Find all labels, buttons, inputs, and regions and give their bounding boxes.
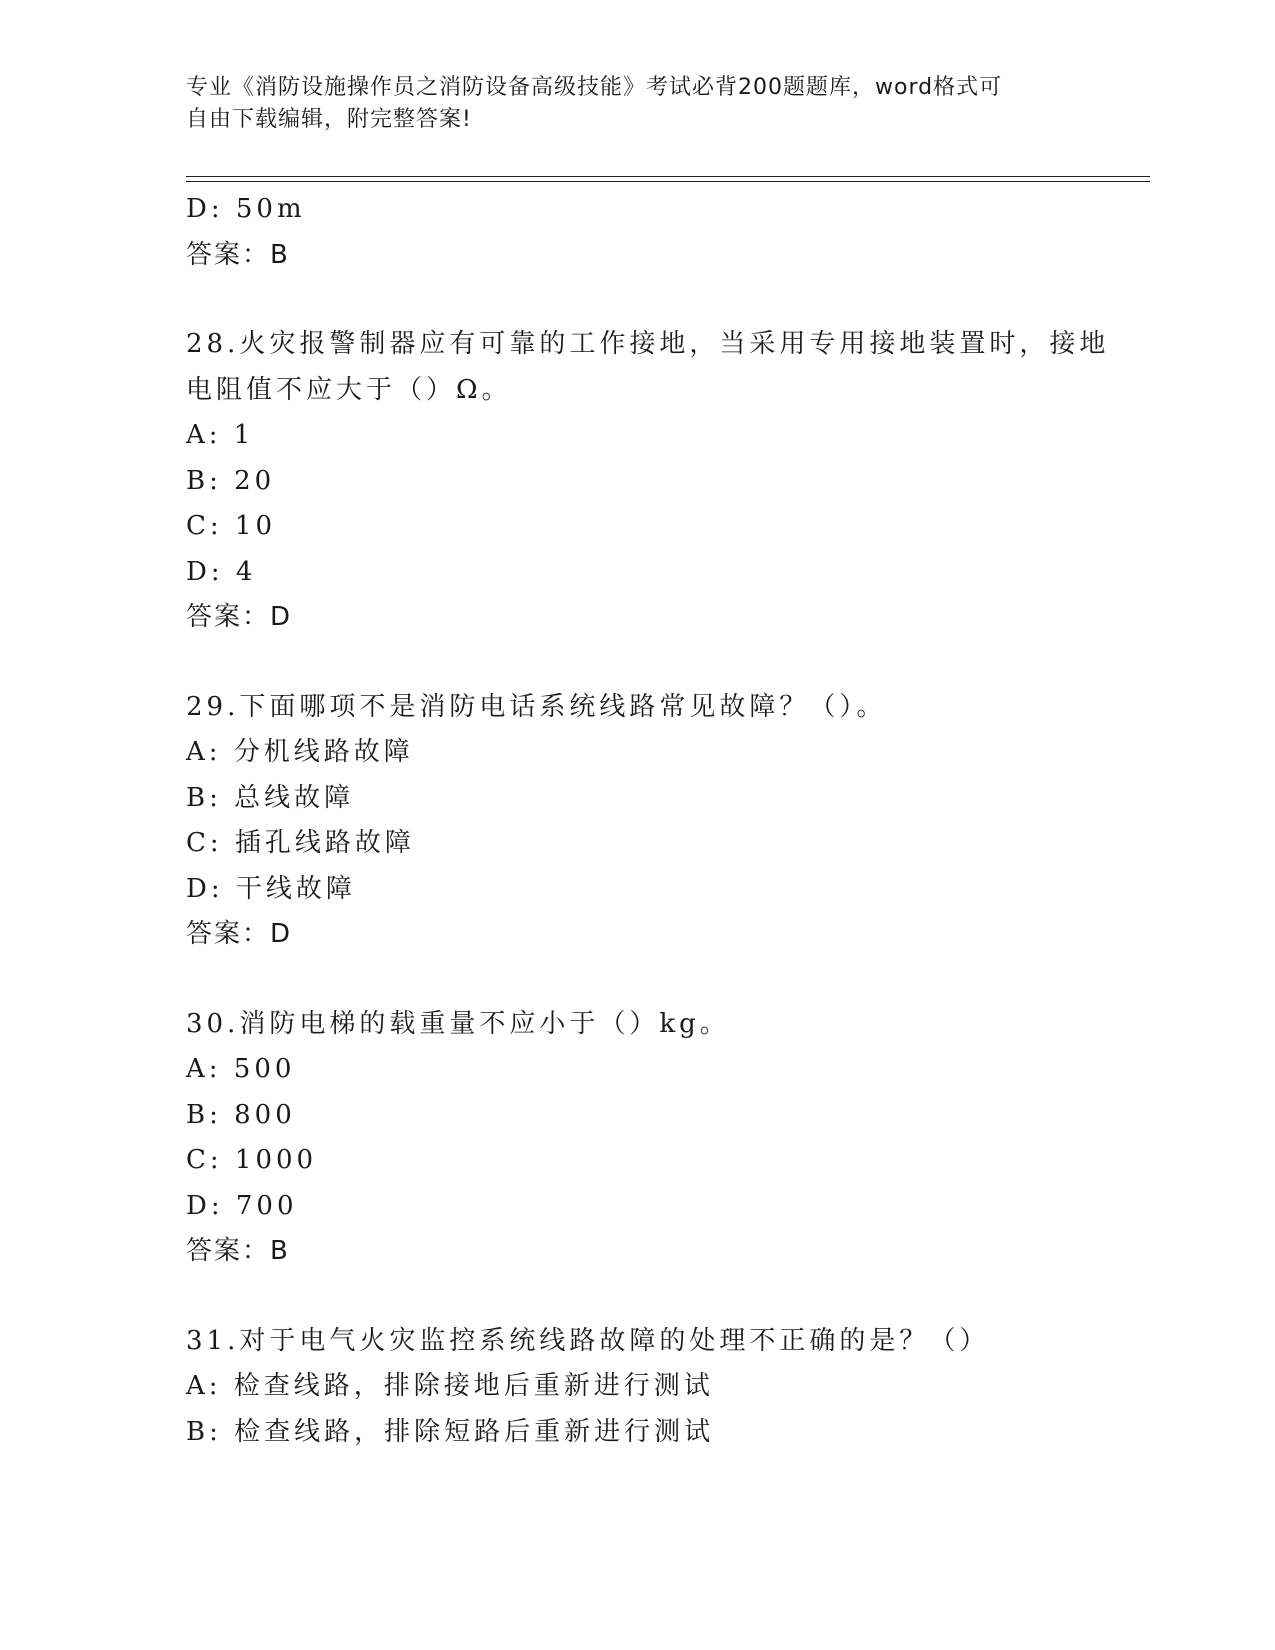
option-a: A: 检查线路，排除接地后重新进行测试	[186, 1371, 714, 1401]
option-b: B: 800	[186, 1099, 296, 1130]
option-a: A: 1	[186, 420, 255, 450]
option-c: C: 1000	[186, 1145, 318, 1175]
header-line-2: 自由下载编辑，附完整答案!	[186, 107, 472, 132]
question-text-line-1: 30.消防电梯的载重量不应小于（）kg。	[186, 1008, 730, 1039]
option-b: B: 20	[186, 465, 276, 496]
option-b: B: 总线故障	[186, 782, 355, 813]
question-31	[186, 1319, 1086, 1456]
header-line-1: 专业《消防设施操作员之消防设备高级技能》考试必背200题题库，word格式可	[186, 75, 1003, 100]
question-27-tail	[186, 187, 1086, 278]
option-d: D: 50m	[186, 194, 306, 224]
question-text-line-1: 31.对于电气火灾监控系统线路故障的处理不正确的是？（）	[186, 1325, 990, 1356]
header-rule-bottom	[186, 181, 1150, 182]
option-c: C: 10	[186, 511, 277, 541]
option-d: D: 4	[186, 556, 257, 587]
answer-line: 答案：D	[186, 919, 293, 949]
header-rule-top	[186, 176, 1150, 177]
question-text-line-1: 28.火灾报警制器应有可靠的工作接地，当采用专用接地装置时，接地	[186, 329, 1110, 359]
option-c: C: 插孔线路故障	[186, 828, 415, 858]
answer-line: 答案：B	[186, 1236, 290, 1266]
option-a: A: 500	[186, 1054, 296, 1084]
document-header	[186, 72, 1066, 136]
question-28	[186, 322, 1110, 641]
option-b: B: 检查线路，排除短路后重新进行测试	[186, 1416, 715, 1447]
answer-line: 答案：B	[186, 239, 290, 270]
question-text-line-2: 电阻值不应大于（）Ω。	[186, 374, 512, 405]
option-d: D: 干线故障	[186, 873, 356, 904]
question-30	[186, 1002, 1086, 1275]
option-a: A: 分机线路故障	[186, 737, 414, 767]
option-d: D: 700	[186, 1190, 298, 1221]
answer-line: 答案：D	[186, 602, 293, 632]
question-text-line-1: 29.下面哪项不是消防电话系统线路常见故障？（）。	[186, 691, 887, 722]
question-list	[186, 187, 1110, 1455]
question-29	[186, 685, 1086, 958]
